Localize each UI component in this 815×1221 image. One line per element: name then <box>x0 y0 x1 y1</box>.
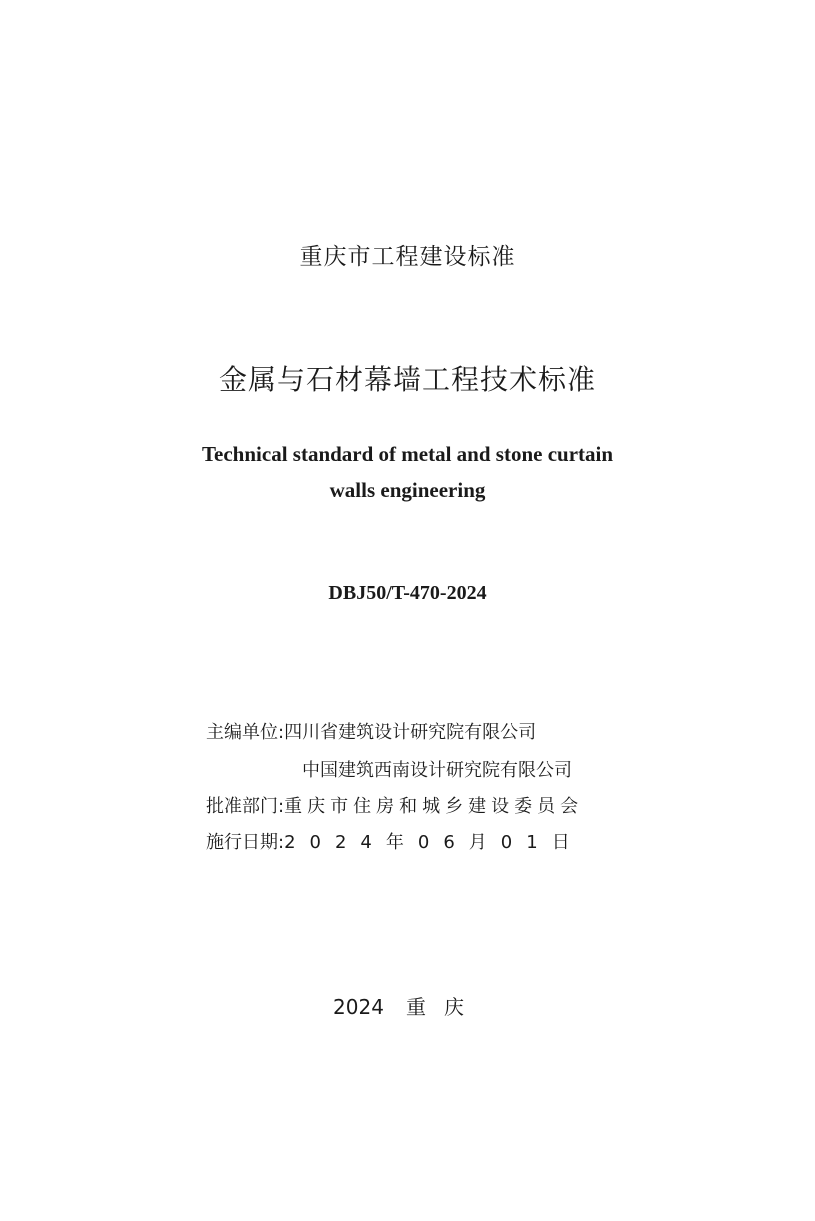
chief-editor-secondary-row <box>206 755 646 787</box>
effective-date-row <box>206 827 646 859</box>
chief-editor-primary: 四川省建筑设计研究院有限公司 <box>284 722 537 743</box>
approver-label: 批准部门: <box>206 796 285 817</box>
publication-footer <box>0 991 815 1023</box>
footer-year: 2024 <box>333 995 384 1019</box>
chief-editor-label: 主编单位: <box>206 722 285 743</box>
english-title-line-1: Technical standard of metal and stone curtain <box>201 442 614 466</box>
chief-editor-secondary: 中国建筑西南设计研究院有限公司 <box>302 760 572 781</box>
english-title-line-2: walls engineering <box>329 478 486 502</box>
footer-city: 重庆 <box>405 995 482 1019</box>
effective-date: 2024年06月01日 <box>284 832 584 853</box>
standard-code: DBJ50/T-470-2024 <box>328 582 487 604</box>
approver-name: 重庆市住房和城乡建设委员会 <box>284 796 584 817</box>
chief-editor-row <box>206 717 646 749</box>
standard-series-heading: 重庆市工程建设标准 <box>299 244 516 270</box>
effective-date-label: 施行日期: <box>206 832 285 853</box>
approver-row <box>206 791 646 823</box>
chinese-title: 金属与石材幕墙工程技术标准 <box>218 363 596 396</box>
